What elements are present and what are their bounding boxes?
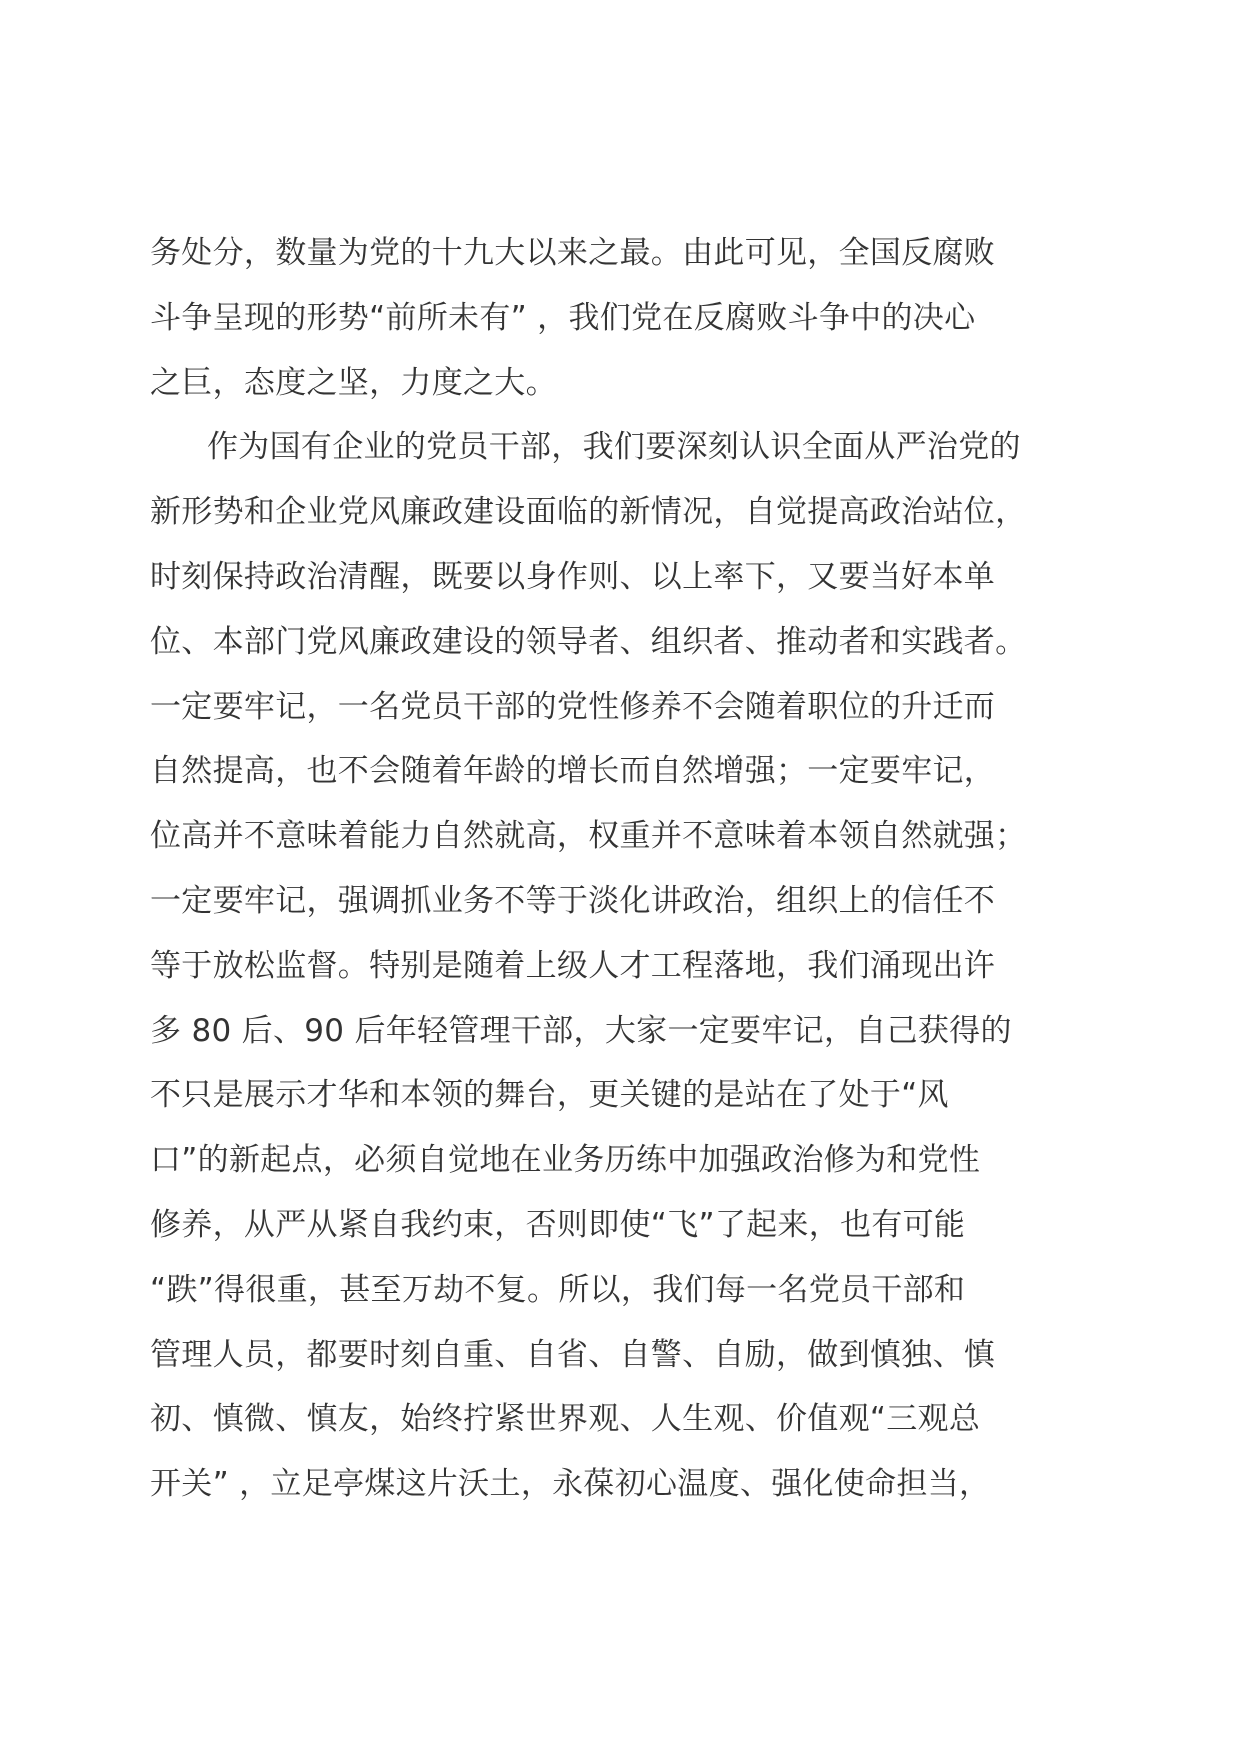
text-line: 修养，从严从紧自我约束，否则即使“飞”了起来，也有可能 [150,1206,966,1243]
text-line: 位高并不意味着能力自然就高，权重并不意味着本领自然就强； [150,818,1027,855]
text-line: 初、慎微、慎友，始终拧紧世界观、人生观、价值观“三观总 [150,1401,981,1438]
text-line: 管理人员，都要时刻自重、自省、自警、自励，做到慎独、慎 [150,1336,996,1373]
text-line: 开关” ，立足亭煤这片沃土，永葆初心温度、强化使命担当， [150,1466,991,1503]
text-line: 时刻保持政治清醒，既要以身作则、以上率下，又要当好本单 [150,558,996,595]
body-text [150,221,1090,1517]
text-line: 多 80 后、90 后年轻管理干部，大家一定要牢记，自己获得的 [150,1012,1012,1049]
text-line: 不只是展示才华和本领的舞台，更关键的是站在了处于“风 [150,1077,949,1114]
text-line: 等于放松监督。特别是随着上级人才工程落地，我们涌现出许 [150,947,996,984]
text-line: “跌”得很重，甚至万劫不复。所以，我们每一名党员干部和 [150,1271,966,1308]
text-line: 自然提高，也不会随着年龄的增长而自然增强；一定要牢记， [150,753,996,790]
text-line: 位、本部门党风廉政建设的领导者、组织者、推动者和实践者。 [150,623,1027,660]
text-line: 之巨，态度之坚，力度之大。 [150,364,557,401]
text-line: 务处分，数量为党的十九大以来之最。由此可见，全国反腐败 [150,235,996,271]
text-line: 作为国有企业的党员干部，我们要深刻认识全面从严治党的 [207,429,1021,466]
text-line: 一定要牢记，一名党员干部的党性修养不会随着职位的升迁而 [150,688,996,725]
paragraph-continued [150,221,1090,415]
text-line: 新形势和企业党风廉政建设面临的新情况，自觉提高政治站位， [150,494,1027,531]
text-line: 口”的新起点，必须自觉地在业务历练中加强政治修为和党性 [150,1142,981,1179]
text-line: 一定要牢记，强调抓业务不等于淡化讲政治，组织上的信任不 [150,882,996,919]
text-line: 斗争呈现的形势“前所未有” ，我们党在反腐败斗争中的决心 [150,299,976,336]
paragraph [150,415,1090,1517]
